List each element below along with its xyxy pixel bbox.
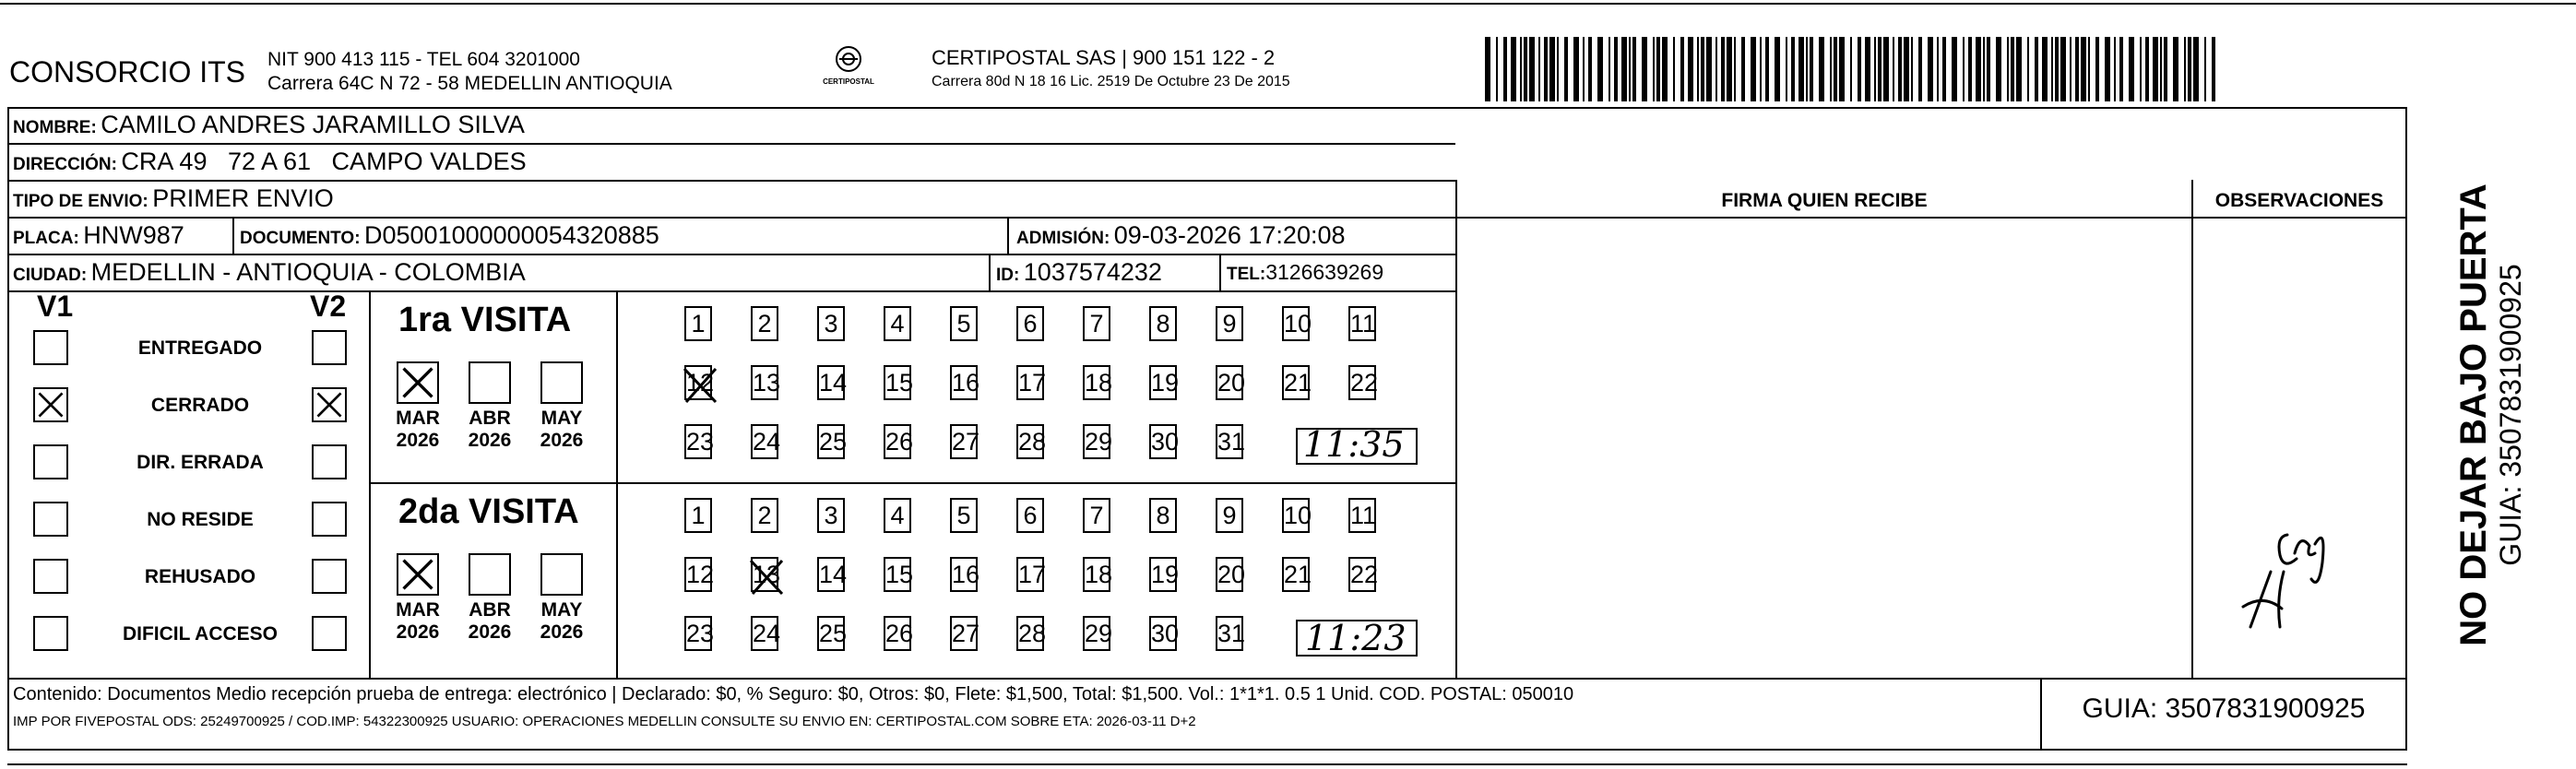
recipient-name: CAMILO ANDRES JARAMILLO SILVA — [101, 111, 525, 138]
day-box[interactable]: 7 — [1083, 306, 1110, 341]
observations-header: OBSERVACIONES — [2214, 190, 2384, 211]
day-box[interactable]: 25 — [817, 424, 845, 459]
day-box[interactable]: 23 — [684, 424, 712, 459]
recipient-tel: 3126639269 — [1265, 260, 1384, 284]
sender-company: CONSORCIO ITS — [9, 55, 246, 89]
barcode-bar — [1983, 37, 1985, 101]
day-box[interactable]: 25 — [817, 616, 845, 651]
barcode-bar — [1819, 37, 1824, 101]
day-box[interactable]: 8 — [1149, 498, 1177, 533]
day-box[interactable]: 23 — [684, 616, 712, 651]
frame-left — [7, 107, 9, 751]
barcode-bar — [2081, 37, 2086, 101]
barcode-bar — [1715, 37, 1717, 101]
barcode-bar — [2193, 37, 2199, 101]
month-label: MAY 2026 — [540, 408, 584, 451]
barcode-bar — [1583, 37, 1585, 101]
day-box[interactable]: 18 — [1083, 557, 1110, 592]
day-box[interactable]: 9 — [1216, 498, 1243, 533]
month-checkbox[interactable] — [540, 361, 583, 404]
barcode-bar — [2212, 37, 2215, 101]
day-box[interactable]: 22 — [1348, 365, 1376, 400]
barcode-bar — [1503, 37, 1507, 101]
day-box[interactable]: 31 — [1216, 424, 1243, 459]
barcode-bar — [2007, 37, 2009, 101]
status-label-dificil-acceso: DIFICIL ACCESO — [122, 623, 278, 645]
barcode-bar — [1830, 37, 1832, 101]
day-box[interactable]: 6 — [1016, 306, 1044, 341]
barcode-bar — [2145, 37, 2149, 101]
barcode-bar — [1549, 37, 1555, 101]
barcode-bar — [2164, 37, 2167, 101]
barcode-bar — [2075, 37, 2079, 101]
barcode-bar — [1706, 37, 1712, 101]
day-box[interactable]: 15 — [884, 365, 911, 400]
second-visit-time-box — [1296, 616, 1425, 662]
status-v2-checkbox[interactable] — [312, 559, 347, 594]
barcode-bar — [1952, 37, 1957, 101]
day-box[interactable]: 8 — [1149, 306, 1177, 341]
day-box[interactable]: 31 — [1216, 616, 1243, 651]
status-v2-checkbox[interactable] — [312, 616, 347, 651]
day-box[interactable]: 10 — [1282, 306, 1310, 341]
second-visit-time: 11:23 — [1305, 618, 1407, 658]
first-visit-time-box — [1296, 424, 1425, 470]
barcode-bar — [1751, 37, 1756, 101]
day-box[interactable]: 19 — [1149, 557, 1177, 592]
barcode-bar — [1987, 37, 1990, 101]
day-box[interactable]: 26 — [884, 424, 911, 459]
barcode-bar — [2105, 37, 2110, 101]
barcode-bar — [1968, 37, 1972, 101]
v2-header: V2 — [310, 290, 347, 323]
barcode-bar — [2188, 37, 2191, 101]
barcode-bar — [2119, 37, 2123, 101]
barcode-bar — [1496, 37, 1498, 101]
day-box[interactable]: 21 — [1282, 557, 1310, 592]
status-v2-checkbox[interactable] — [312, 502, 347, 537]
barcode-bar — [1588, 37, 1592, 101]
barcode-bar — [1765, 37, 1769, 101]
day-box[interactable]: 11 — [1348, 306, 1376, 341]
barcode-bar — [1834, 37, 1837, 101]
month-label: ABR 2026 — [468, 408, 512, 451]
barcode-bar — [1656, 37, 1660, 101]
second-visit-title: 2da VISITA — [398, 492, 579, 531]
logo-text: CERTIPOSTAL — [823, 77, 874, 86]
status-v1-checkbox[interactable] — [33, 502, 68, 537]
day-box[interactable]: 15 — [884, 557, 911, 592]
status-v1-checkbox[interactable] — [33, 559, 68, 594]
barcode-bar — [1942, 37, 1946, 101]
barcode-bar — [2153, 37, 2158, 101]
side-guide: GUIA: 3507831900925 — [2494, 264, 2527, 566]
day-box[interactable]: 16 — [950, 557, 978, 592]
month-checkbox[interactable] — [397, 553, 439, 596]
barcode-bar — [1697, 37, 1699, 101]
day-box[interactable]: 17 — [1016, 557, 1044, 592]
day-box[interactable]: 2 — [751, 306, 778, 341]
day-box[interactable]: 20 — [1216, 365, 1243, 400]
day-box[interactable]: 28 — [1016, 616, 1044, 651]
status-v1-checkbox[interactable] — [33, 616, 68, 651]
sender-address: Carrera 64C N 72 - 58 MEDELLIN ANTIOQUIA — [267, 73, 672, 94]
barcode-bar — [1734, 37, 1736, 101]
barcode-bar — [1485, 37, 1490, 101]
document-row: DOCUMENTO: D05001000000054320885 — [240, 221, 659, 249]
signature-header: FIRMA QUIEN RECIBE — [1721, 190, 1928, 211]
status-v1-checkbox[interactable] — [33, 444, 68, 479]
status-v2-checkbox[interactable] — [312, 444, 347, 479]
month-label: ABR 2026 — [468, 599, 512, 643]
status-label-entregado: ENTREGADO — [137, 337, 263, 359]
day-box[interactable]: 17 — [1016, 365, 1044, 400]
barcode-bar — [1573, 37, 1579, 101]
day-box[interactable]: 16 — [950, 365, 978, 400]
barcode-bar — [1798, 37, 1804, 101]
day-box[interactable]: 22 — [1348, 557, 1376, 592]
barcode — [1485, 37, 2223, 101]
barcode-bar — [1791, 37, 1795, 101]
barcode-bar — [1874, 37, 1876, 101]
footer-content: Contenido: Documentos Medio recepción prueba de entrega: electrónico | Declarado: $0, % Seguro: $0, Otros: $0, Flete: $1,500, Total: $1,500. Vol.: 1*1*1. 0.5 1 Unid. COD. POSTAL: 050010 — [13, 684, 1574, 704]
day-box[interactable]: 30 — [1149, 424, 1177, 459]
barcode-bar — [1614, 37, 1618, 101]
carrier-license: Carrera 80d N 18 16 Lic. 2519 De Octubre 23 De 2015 — [932, 74, 1290, 89]
day-box[interactable]: 1 — [684, 498, 712, 533]
day-box[interactable]: 9 — [1216, 306, 1243, 341]
certipostal-logo — [812, 42, 885, 98]
barcode-bar — [1810, 37, 1813, 101]
barcode-bar — [1680, 37, 1684, 101]
tel-row: TEL:3126639269 — [1227, 260, 1384, 284]
barcode-bar — [1865, 37, 1870, 101]
month-label: MAR 2026 — [396, 599, 440, 643]
barcode-bar — [1511, 37, 1516, 101]
barcode-bar — [1918, 37, 1922, 101]
barcode-bar — [1976, 37, 1981, 101]
shipment-type-row: TIPO DE ENVIO: PRIMER ENVIO — [13, 184, 334, 212]
barcode-bar — [1883, 37, 1889, 101]
barcode-bar — [2042, 37, 2048, 101]
barcode-bar — [1721, 37, 1725, 101]
first-visit-time: 11:35 — [1303, 424, 1405, 465]
status-v1-checkbox[interactable] — [33, 387, 68, 422]
barcode-bar — [1928, 37, 1933, 101]
city-row: CIUDAD: MEDELLIN - ANTIOQUIA - COLOMBIA — [13, 258, 526, 286]
barcode-bar — [1564, 37, 1568, 101]
barcode-bar — [1878, 37, 1882, 101]
barcode-bar — [1850, 37, 1852, 101]
plate-row: PLACA: HNW987 — [13, 221, 184, 249]
status-v2-checkbox[interactable] — [312, 330, 347, 365]
day-box[interactable]: 4 — [884, 306, 911, 341]
barcode-bar — [1662, 37, 1668, 101]
status-v2-checkbox[interactable] — [312, 387, 347, 422]
day-box[interactable]: 14 — [817, 365, 845, 400]
day-box[interactable]: 11 — [1348, 498, 1376, 533]
barcode-bar — [1963, 37, 1965, 101]
sender-nit: NIT 900 413 115 - TEL 604 3201000 — [267, 49, 580, 70]
day-box[interactable]: 3 — [817, 498, 845, 533]
month-checkbox[interactable] — [469, 361, 511, 404]
day-box[interactable]: 13 — [751, 365, 778, 400]
sender-info — [267, 48, 672, 96]
status-v1-checkbox[interactable] — [33, 330, 68, 365]
status-label-dir-errada: DIR. ERRADA — [137, 452, 264, 473]
day-box[interactable]: 5 — [950, 306, 978, 341]
barcode-bar — [1673, 37, 1675, 101]
day-box[interactable]: 27 — [950, 424, 978, 459]
day-box[interactable]: 24 — [751, 616, 778, 651]
day-box[interactable]: 2 — [751, 498, 778, 533]
day-box[interactable]: 3 — [817, 306, 845, 341]
barcode-bar — [1741, 37, 1745, 101]
first-visit-title: 1ra VISITA — [398, 301, 572, 339]
handwritten-signature — [2223, 498, 2333, 636]
barcode-bar — [2070, 37, 2071, 101]
barcode-bar — [1688, 37, 1693, 101]
barcode-bar — [2140, 37, 2142, 101]
month-checkbox[interactable] — [540, 553, 583, 596]
v1-header: V1 — [37, 290, 74, 323]
barcode-bar — [1653, 37, 1655, 101]
day-box[interactable]: 21 — [1282, 365, 1310, 400]
recipient-id: 1037574232 — [1023, 258, 1162, 286]
address-row: DIRECCIÓN: CRA 49 72 A 61 CAMPO VALDES — [13, 148, 527, 175]
barcode-bar — [1904, 37, 1909, 101]
month-label: MAY 2026 — [540, 599, 584, 643]
frame-top — [7, 107, 2407, 109]
barcode-bar — [1898, 37, 1902, 101]
barcode-bar — [2204, 37, 2206, 101]
barcode-bar — [1529, 37, 1535, 101]
barcode-bar — [1760, 37, 1762, 101]
barcode-bar — [1858, 37, 1861, 101]
barcode-bar — [1538, 37, 1540, 101]
day-box[interactable]: 1 — [684, 306, 712, 341]
barcode-bar — [2095, 37, 2099, 101]
barcode-bar — [2129, 37, 2134, 101]
shipment-type: PRIMER ENVIO — [152, 184, 334, 212]
frame-bottom — [7, 749, 2407, 751]
day-box[interactable]: 19 — [1149, 365, 1177, 400]
day-box[interactable]: 29 — [1083, 616, 1110, 651]
barcode-bar — [1524, 37, 1527, 101]
month-label: MAR 2026 — [396, 408, 440, 451]
day-box[interactable]: 29 — [1083, 424, 1110, 459]
plate: HNW987 — [83, 221, 184, 249]
day-box[interactable]: 12 — [684, 557, 712, 592]
barcode-bar — [1609, 37, 1610, 101]
barcode-bar — [2173, 37, 2178, 101]
barcode-bar — [2160, 37, 2162, 101]
barcode-bar — [2051, 37, 2053, 101]
day-box[interactable]: 6 — [1016, 498, 1044, 533]
status-label-cerrado: CERRADO — [150, 395, 250, 416]
day-box[interactable]: 5 — [950, 498, 978, 533]
day-box[interactable]: 18 — [1083, 365, 1110, 400]
barcode-bar — [1996, 37, 2001, 101]
day-box[interactable]: 26 — [884, 616, 911, 651]
footer-imp: IMP POR FIVEPOSTAL ODS: 25249700925 / COD.IMP: 54322300925 USUARIO: OPERACIONES MEDELLIN CONSULTE SU ENVIO EN: CERTIPOSTAL.COM SOBRE ETA: 2026-03-11 D+2 — [13, 714, 1196, 729]
name-row: NOMBRE: CAMILO ANDRES JARAMILLO SILVA — [13, 111, 525, 138]
barcode-bar — [1557, 37, 1559, 101]
status-label-rehusado: REHUSADO — [144, 566, 256, 587]
document-number: D05001000000054320885 — [364, 221, 659, 249]
carrier-name: CERTIPOSTAL SAS | 900 151 122 - 2 — [932, 46, 1276, 69]
barcode-bar — [1642, 37, 1647, 101]
admission-row: ADMISIÓN: 09-03-2026 17:20:08 — [1016, 221, 1346, 249]
barcode-bar — [1893, 37, 1894, 101]
barcode-bar — [1839, 37, 1845, 101]
status-label-no-reside: NO RESIDE — [147, 509, 254, 530]
carrier-info — [932, 46, 1290, 94]
day-box[interactable]: 28 — [1016, 424, 1044, 459]
barcode-bar — [2060, 37, 2066, 101]
barcode-bar — [1727, 37, 1732, 101]
month-checkbox[interactable] — [397, 361, 439, 404]
barcode-bar — [1621, 37, 1627, 101]
day-box[interactable]: 30 — [1149, 616, 1177, 651]
recipient-address: CRA 49 72 A 61 CAMPO VALDES — [121, 148, 527, 175]
frame-right — [2405, 107, 2407, 751]
day-box[interactable]: 10 — [1282, 498, 1310, 533]
barcode-bar — [1520, 37, 1522, 101]
barcode-bar — [1701, 37, 1704, 101]
barcode-bar — [1629, 37, 1631, 101]
day-box[interactable]: 20 — [1216, 557, 1243, 592]
barcode-bar — [1786, 37, 1787, 101]
barcode-bar — [2184, 37, 2186, 101]
month-checkbox[interactable] — [469, 553, 511, 596]
barcode-bar — [2011, 37, 2014, 101]
barcode-bar — [2016, 37, 2022, 101]
barcode-bar — [1544, 37, 1548, 101]
barcode-bar — [1937, 37, 1939, 101]
barcode-bar — [2027, 37, 2029, 101]
day-box[interactable]: 12 — [684, 365, 712, 400]
day-box[interactable]: 7 — [1083, 498, 1110, 533]
barcode-bar — [1632, 37, 1636, 101]
day-box[interactable]: 13 — [751, 557, 778, 592]
barcode-bar — [2114, 37, 2116, 101]
barcode-bar — [2055, 37, 2059, 101]
guide-box: GUIA: 3507831900925 — [2082, 693, 2366, 724]
barcode-bar — [1597, 37, 1603, 101]
top-border — [0, 3, 2576, 5]
day-box[interactable]: 27 — [950, 616, 978, 651]
admission-date: 09-03-2026 17:20:08 — [1113, 221, 1346, 249]
barcode-bar — [2035, 37, 2038, 101]
id-row: ID: 1037574232 — [996, 258, 1162, 286]
barcode-bar — [1775, 37, 1780, 101]
day-box[interactable]: 4 — [884, 498, 911, 533]
side-note: NO DEJAR BAJO PUERTA — [2453, 183, 2494, 646]
barcode-bar — [1911, 37, 1913, 101]
day-box[interactable]: 14 — [817, 557, 845, 592]
city: MEDELLIN - ANTIOQUIA - COLOMBIA — [90, 258, 526, 286]
barcode-bar — [1806, 37, 1808, 101]
day-box[interactable]: 24 — [751, 424, 778, 459]
barcode-bar — [2088, 37, 2090, 101]
